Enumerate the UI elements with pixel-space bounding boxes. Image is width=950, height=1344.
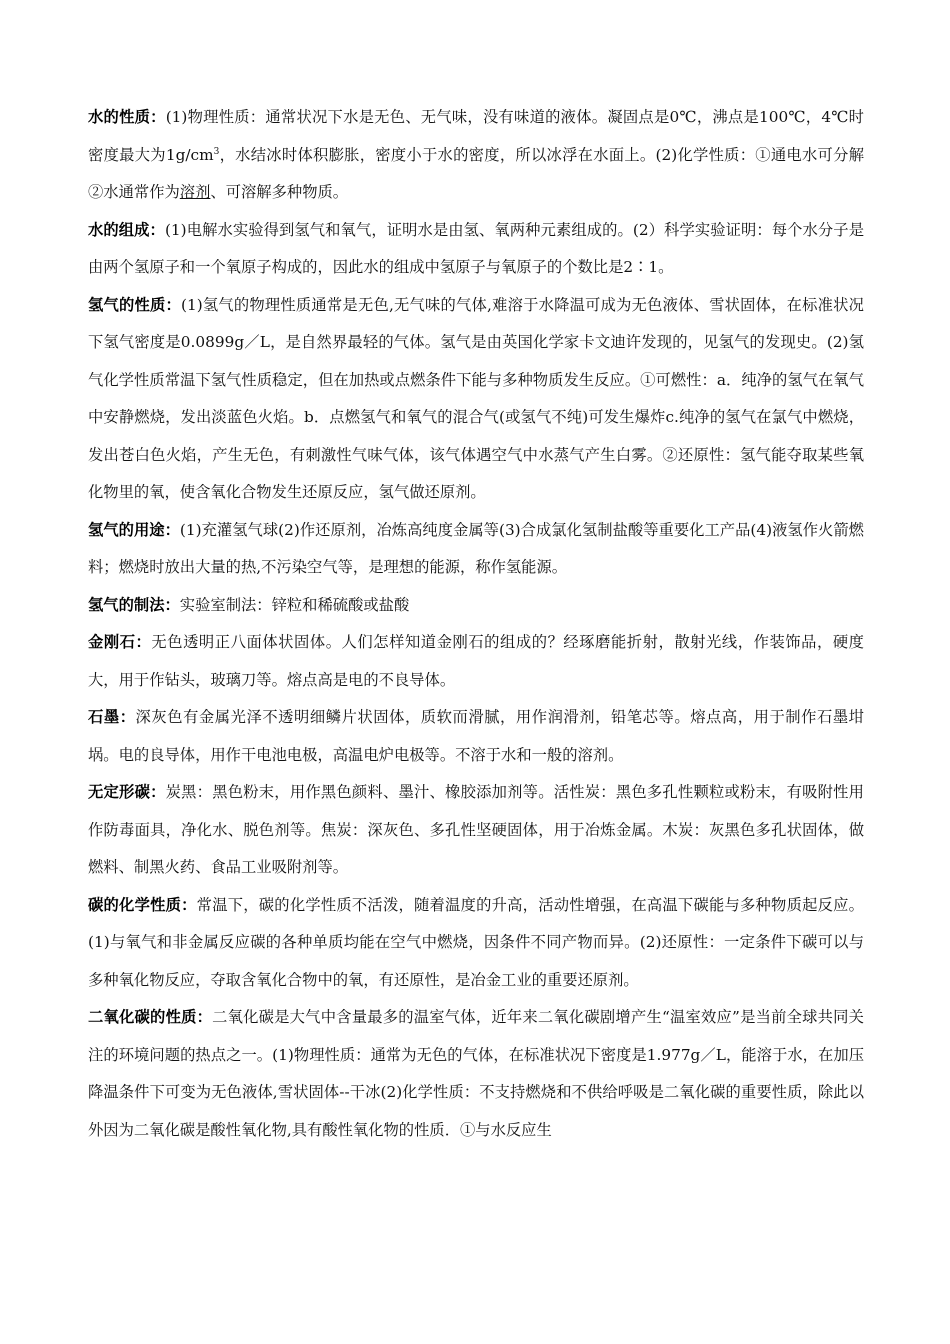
- paragraph-term: 石墨：: [88, 708, 136, 726]
- paragraph-text: 炭黑：黑色粉末，用作黑色颜料、墨汁、橡胶添加剂等。活性炭：黑色多孔性颗粒或粉末，有吸附性用作防毒面具，净化水、脱色剂等。焦炭：深灰色、多孔性坚硬固体，用于冶炼金属。木炭：灰黑色多孔状固体，做燃料、制黑火药、食品工业吸附剂等。: [88, 783, 864, 876]
- paragraph-term: 碳的化学性质：: [88, 895, 197, 914]
- paragraph-term: 金刚石：: [88, 633, 152, 651]
- paragraph-term: 二氧化碳的性质：: [88, 1008, 213, 1026]
- paragraph-term: 氢气的性质：: [88, 295, 182, 314]
- paragraph-text: (1)物理性质：通常状况下水是无色、无气味，没有味道的液体。凝固点是0℃，沸点是100℃，4℃时密度最大为1g/cm: [88, 108, 864, 164]
- paragraph: [88, 212, 864, 287]
- paragraph-text: 二氧化碳是大气中含量最多的温室气体，近年来二氧化碳剧增产生“温室效应”是当前全球共同关注的环境问题的热点之一。(1)物理性质：通常为无色的气体，在标准状况下密度是1.977g／L，能溶于水，在加压降温条件下可变为无色液体,雪状固体--干冰(2)化学性质：不支持燃烧和不供给呼吸是二氧化碳的重要性质，除此以外因为二氧化碳是酸性氧化物,具有酸性氧化物的性质．①与水反应生: [88, 1008, 864, 1139]
- underlined-term: 溶剂: [179, 183, 211, 201]
- paragraph-term: 水的组成：: [88, 220, 165, 239]
- paragraph-text: (1)氢气的物理性质通常是无色,无气味的气体,难溶于水降温可成为无色液体、雪状固体，在标准状况下氢气密度是0.0899g／L，是自然界最轻的气体。氢气是由英国化学家卡文迪许发现的，见氢气的发现史。(2)氢气化学性质常温下氢气性质稳定，但在加热或点燃条件下能与多种物质发生反应。①可燃性：a．纯净的氢气在氧气中安静燃烧，发出淡蓝色火焰。b．点燃氢气和氧气的混合气(或氢气不纯)可发生爆炸c.纯净的氢气在氯气中燃烧，发出苍白色火焰，产生无色，有刺激性气味气体，该气体遇空气中水蒸气产生白雾。②还原性：氢气能夺取某些氧化物里的氧，使含氧化合物发生还原反应，氢气做还原剂。: [88, 295, 864, 501]
- paragraph: [88, 699, 864, 774]
- paragraph: [88, 287, 864, 512]
- paragraph: [88, 99, 864, 212]
- paragraph-text: 深灰色有金属光泽不透明细鳞片状固体，质软而滑腻，用作润滑剂，铅笔芯等。熔点高，用于制作石墨坩埚。电的良导体，用作干电池电极，高温电炉电极等。不溶于水和一般的溶剂。: [88, 708, 864, 764]
- paragraph-text: 实验室制法：锌粒和稀硫酸或盐酸: [179, 595, 410, 614]
- paragraph-term: 水的性质：: [88, 108, 166, 126]
- paragraph: [88, 512, 864, 587]
- paragraph-text: ，水结冰时体积膨胀，密度小于水的密度，所以冰浮在水面上。(2)化学性质：①通电水可分解②水通常作为: [88, 145, 864, 201]
- paragraph-text: 、可溶解多种物质。: [210, 183, 349, 201]
- document-body: [88, 99, 864, 1149]
- paragraph-text: (1)电解水实验得到氢气和氧气，证明水是由氢、氧两种元素组成的。(2）科学实验证明：每个水分子是由两个氢原子和一个氧原子构成的，因此水的组成中氢原子与氧原子的个数比是2∶1。: [88, 220, 864, 276]
- superscript: 3: [213, 146, 220, 157]
- paragraph-term: 无定形碳：: [88, 783, 166, 801]
- paragraph: [88, 887, 864, 1000]
- paragraph-term: 氢气的制法：: [88, 595, 180, 614]
- paragraph-text: 常温下，碳的化学性质不活泼，随着温度的升高，活动性增强，在高温下碳能与多种物质起反应。(1)与氧气和非金属反应碳的各种单质均能在空气中燃烧，因条件不同产物而异。(2)还原性：一定条件下碳可以与多种氧化物反应，夺取含氧化合物中的氧，有还原性，是冶金工业的重要还原剂。: [88, 895, 864, 989]
- paragraph: [88, 999, 864, 1149]
- paragraph: [88, 624, 864, 699]
- paragraph-text: (1)充灌氢气球(2)作还原剂，冶炼高纯度金属等(3)合成氯化氢制盐酸等重要化工产品(4)液氢作火箭燃料；燃烧时放出大量的热,不污染空气等，是理想的能源，称作氢能源。: [88, 520, 864, 576]
- paragraph: [88, 587, 864, 625]
- paragraph-text: 无色透明正八面体状固体。人们怎样知道金刚石的组成的？经琢磨能折射，散射光线，作装饰品，硬度大，用于作钻头，玻璃刀等。熔点高是电的不良导体。: [88, 633, 864, 689]
- paragraph-term: 氢气的用途：: [88, 520, 180, 539]
- paragraph: [88, 774, 864, 887]
